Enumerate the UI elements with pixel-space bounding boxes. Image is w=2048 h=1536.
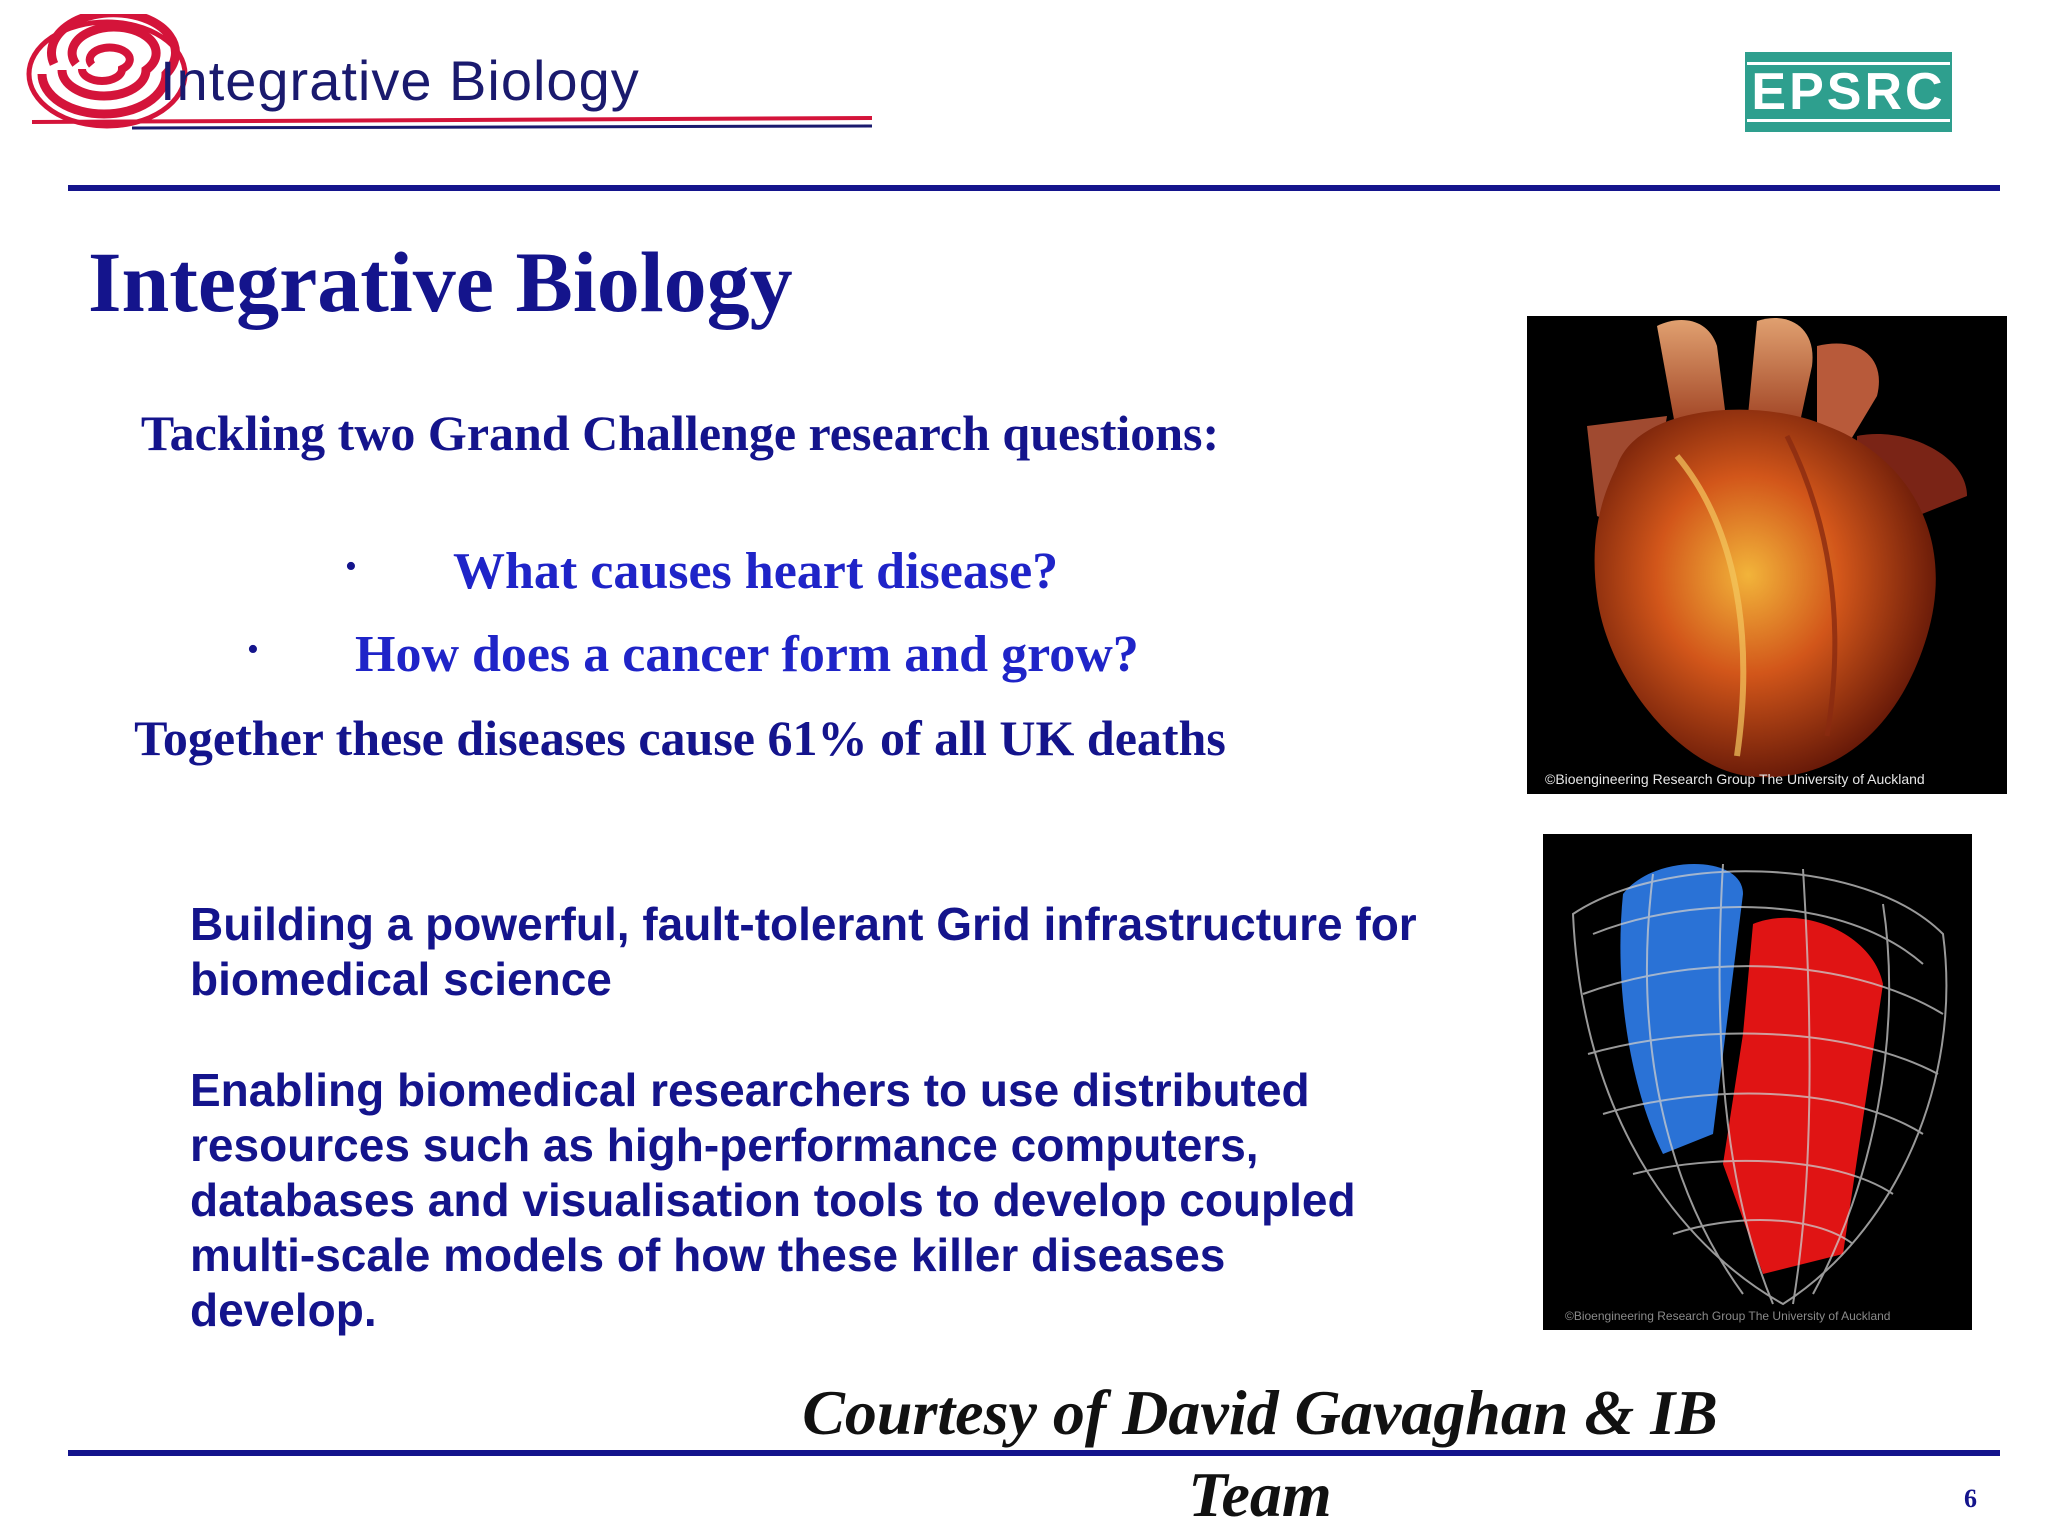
bullet-heart-disease: What causes heart disease? bbox=[453, 543, 1059, 600]
epsrc-logo bbox=[1745, 52, 1952, 132]
heart-photo-credit: ©Bioengineering Research Group The University of Auckland bbox=[1545, 771, 1925, 787]
grid-infrastructure-paragraph: Building a powerful, fault-tolerant Grid infrastructure for biomedical science bbox=[190, 898, 1417, 1005]
courtesy-credit: Courtesy of David Gavaghan & IB Team bbox=[802, 1377, 1718, 1530]
bullet-cancer: How does a cancer form and grow? bbox=[355, 626, 1139, 683]
heart-mesh-illustration bbox=[1543, 834, 1972, 1330]
heart-mesh-image bbox=[1543, 834, 1972, 1330]
heart-render-image bbox=[1527, 316, 2007, 794]
heart-illustration bbox=[1527, 316, 2007, 794]
challenge-intro: Tackling two Grand Challenge research questions: bbox=[140, 405, 1220, 461]
top-divider bbox=[68, 185, 2000, 191]
logo-text: Integrative Biology bbox=[160, 49, 640, 112]
researchers-paragraph: Enabling biomedical researchers to use distributed resources such as high-performance computers, databases and visualisation tools to develop coupled multi-scale models of how these killer diseases develop. bbox=[190, 1064, 1356, 1336]
bullet-dot: • bbox=[345, 548, 357, 585]
epsrc-logo-text: EPSRC bbox=[1747, 62, 1949, 122]
slide-title: Integrative Biology bbox=[88, 234, 793, 330]
heart-mesh-credit: ©Bioengineering Research Group The University of Auckland bbox=[1565, 1309, 1891, 1323]
page-number: 6 bbox=[1964, 1484, 1977, 1513]
bullet-dot: • bbox=[247, 631, 259, 668]
summary-statement: Together these diseases cause 61% of all UK deaths bbox=[134, 710, 1226, 766]
